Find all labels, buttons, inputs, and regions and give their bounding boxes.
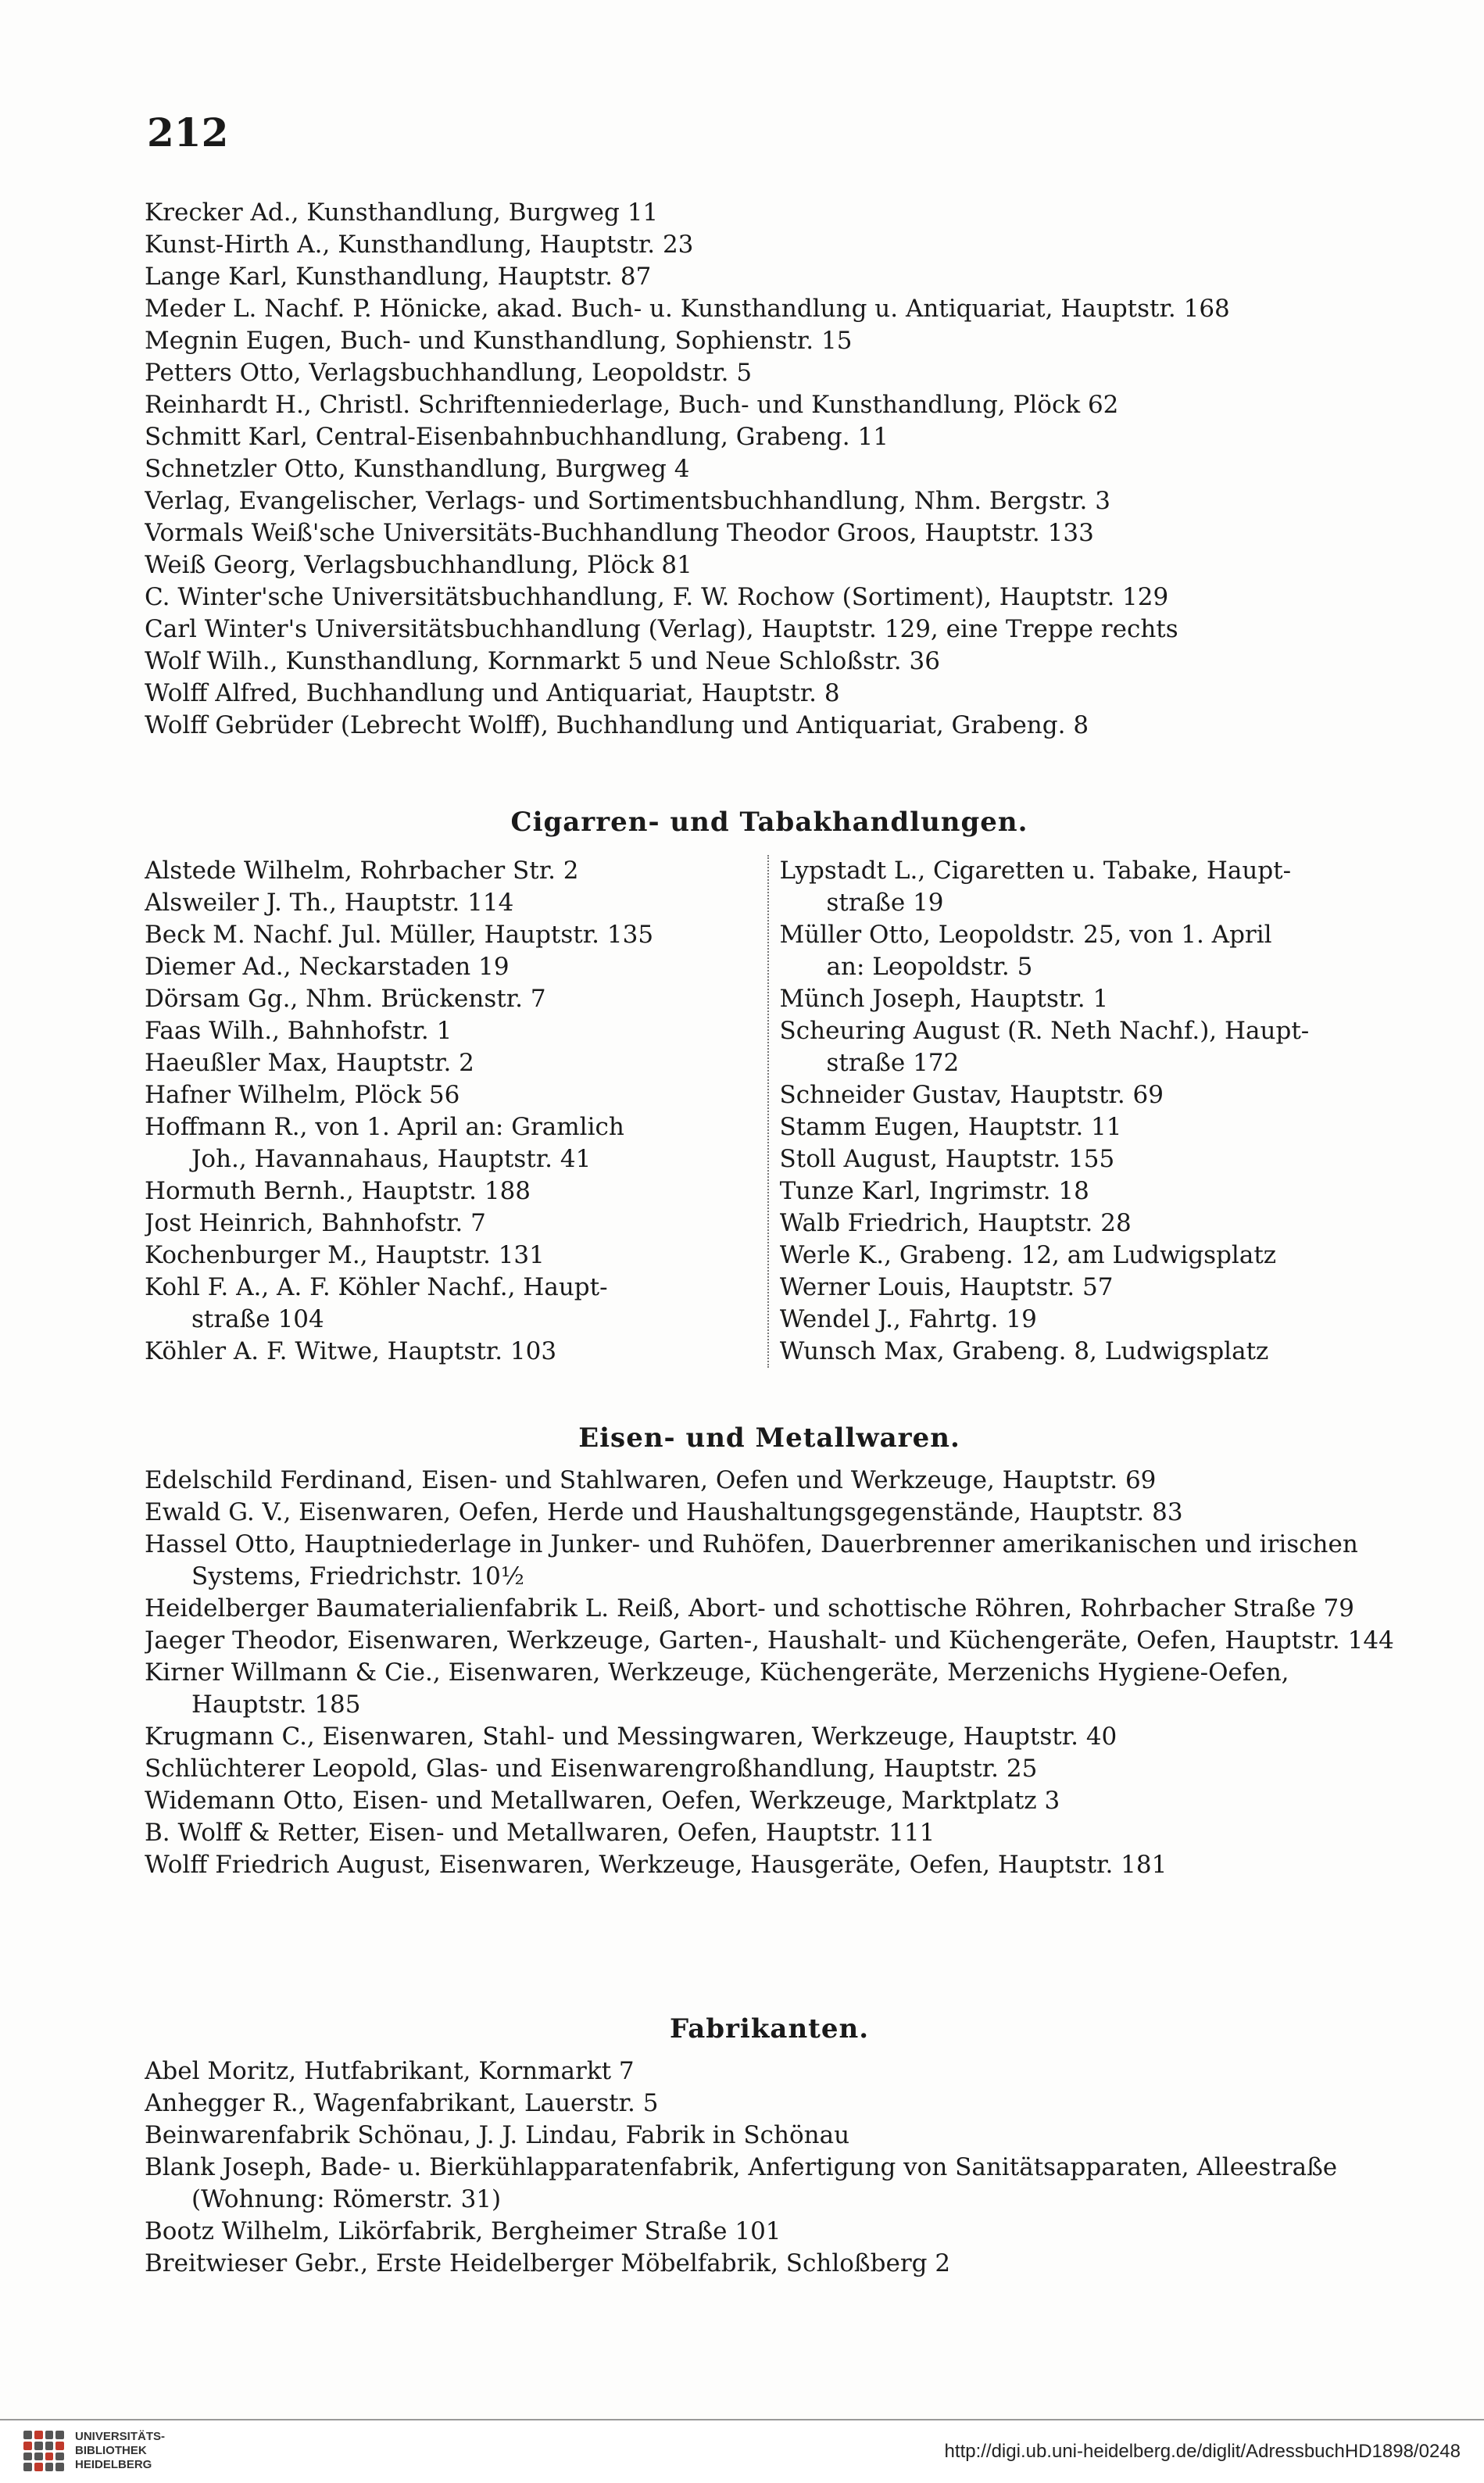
- list-item: Breitwieser Gebr., Erste Heidelberger Möbelfabrik, Schloßberg 2: [145, 2249, 951, 2277]
- list-item: Reinhardt H., Christl. Schriftenniederlage, Buch- und Kunsthandlung, Plöck 62: [145, 391, 1119, 419]
- list-item: Stamm Eugen, Hauptstr. 11: [779, 1113, 1122, 1141]
- list-item: Schmitt Karl, Central-Eisenbahnbuchhandlung, Grabeng. 11: [145, 423, 889, 451]
- list-item: Kohl F. A., A. F. Köhler Nachf., Haupt-: [145, 1273, 608, 1301]
- list-item: Anhegger R., Wagenfabrikant, Lauerstr. 5: [145, 2089, 659, 2117]
- list-item: an: Leopoldstr. 5: [826, 953, 1033, 981]
- list-item: Haeußler Max, Hauptstr. 2: [145, 1049, 474, 1077]
- footer-bar: [0, 2419, 1484, 2483]
- source-url-link[interactable]: http://digi.ub.uni-heidelberg.de/diglit/AdressbuchHD1898/0248: [944, 2441, 1461, 2462]
- list-item: Hassel Otto, Hauptniederlage in Junker- und Ruhöfen, Dauerbrenner amerikanischen und irischen Systems, Friedrichstr. 10½: [145, 1530, 1358, 1590]
- cigars-left-column: [145, 855, 769, 1368]
- cigars-right-column: [769, 855, 1395, 1368]
- list-item: Schneider Gustav, Hauptstr. 69: [779, 1081, 1164, 1109]
- iron-section: [145, 1421, 1394, 1881]
- list-item: Lange Karl, Kunsthandlung, Hauptstr. 87: [145, 263, 652, 291]
- list-item: Jost Heinrich, Bahnhofstr. 7: [145, 1209, 486, 1237]
- list-item: Kochenburger M., Hauptstr. 131: [145, 1241, 545, 1269]
- list-item: Carl Winter's Universitätsbuchhandlung (Verlag), Hauptstr. 129, eine Treppe rechts: [145, 615, 1178, 643]
- page-number: 212: [147, 109, 229, 156]
- list-item: Müller Otto, Leopoldstr. 25, von 1. April: [779, 921, 1272, 949]
- list-item: Tunze Karl, Ingrimstr. 18: [779, 1177, 1089, 1205]
- section-heading-cigars: Cigarren- und Tabakhandlungen.: [510, 807, 1028, 838]
- list-item: Heidelberger Baumaterialienfabrik L. Reiß, Abort- und schottische Röhren, Rohrbacher Straße 79: [145, 1594, 1354, 1623]
- section-heading-iron: Eisen- und Metallwaren.: [578, 1422, 960, 1454]
- list-item: Ewald G. V., Eisenwaren, Oefen, Herde und Haushaltungsgegenstände, Hauptstr. 83: [145, 1498, 1183, 1526]
- list-item: Abel Moritz, Hutfabrikant, Kornmarkt 7: [145, 2057, 635, 2085]
- list-item: Hormuth Bernh., Hauptstr. 188: [145, 1177, 531, 1205]
- list-item: Jaeger Theodor, Eisenwaren, Werkzeuge, Garten-, Haushalt- und Küchengeräte, Oefen, Hauptstr. 144: [145, 1626, 1394, 1655]
- list-item: Hafner Wilhelm, Plöck 56: [145, 1081, 460, 1109]
- list-item: Wolff Friedrich August, Eisenwaren, Werkzeuge, Hausgeräte, Oefen, Hauptstr. 181: [145, 1851, 1168, 1879]
- list-item: Krugmann C., Eisenwaren, Stahl- und Messingwaren, Werkzeuge, Hauptstr. 40: [145, 1723, 1117, 1751]
- list-item: Münch Joseph, Hauptstr. 1: [779, 985, 1109, 1013]
- list-item: Diemer Ad., Neckarstaden 19: [145, 953, 510, 981]
- list-item: Wendel J., Fahrtg. 19: [779, 1305, 1037, 1333]
- list-item: Werle K., Grabeng. 12, am Ludwigsplatz: [779, 1241, 1277, 1269]
- list-item: Lypstadt L., Cigaretten u. Tabake, Haupt-: [779, 857, 1292, 885]
- list-item: Verlag, Evangelischer, Verlags- und Sortimentsbuchhandlung, Nhm. Bergstr. 3: [145, 487, 1110, 515]
- library-logo: [23, 2430, 165, 2472]
- list-item: Krecker Ad., Kunsthandlung, Burgweg 11: [145, 199, 659, 227]
- list-item: Petters Otto, Verlagsbuchhandlung, Leopoldstr. 5: [145, 359, 753, 387]
- list-item: Scheuring August (R. Neth Nachf.), Haupt-: [779, 1017, 1310, 1045]
- list-item: straße 104: [191, 1305, 324, 1333]
- list-item: Wolff Gebrüder (Lebrecht Wolff), Buchhandlung und Antiquariat, Grabeng. 8: [145, 711, 1089, 739]
- block1-list: [145, 197, 1394, 742]
- list-item: Wolf Wilh., Kunsthandlung, Kornmarkt 5 und Neue Schloßstr. 36: [145, 647, 940, 675]
- cigars-section: [145, 805, 1394, 1368]
- list-item: Joh., Havannahaus, Hauptstr. 41: [191, 1145, 592, 1173]
- list-item: Hoffmann R., von 1. April an: Gramlich: [145, 1113, 624, 1141]
- list-item: Vormals Weiß'sche Universitäts-Buchhandlung Theodor Groos, Hauptstr. 133: [145, 519, 1094, 547]
- list-item: Alsweiler J. Th., Hauptstr. 114: [145, 889, 514, 917]
- list-item: Walb Friedrich, Hauptstr. 28: [779, 1209, 1132, 1237]
- list-item: Wunsch Max, Grabeng. 8, Ludwigsplatz: [779, 1337, 1269, 1365]
- cigars-columns: [145, 855, 1394, 1368]
- list-item: Stoll August, Hauptstr. 155: [779, 1145, 1115, 1173]
- list-item: Weiß Georg, Verlagsbuchhandlung, Plöck 81: [145, 551, 692, 579]
- list-item: Schnetzler Otto, Kunsthandlung, Burgweg 4: [145, 455, 690, 483]
- list-item: Beck M. Nachf. Jul. Müller, Hauptstr. 135: [145, 921, 654, 949]
- section-heading-factories: Fabrikanten.: [669, 2013, 870, 2045]
- list-item: C. Winter'sche Universitätsbuchhandlung, F. W. Rochow (Sortiment), Hauptstr. 129: [145, 583, 1169, 611]
- list-item: Beinwarenfabrik Schönau, J. J. Lindau, Fabrik in Schönau: [145, 2121, 850, 2149]
- list-item: Edelschild Ferdinand, Eisen- und Stahlwaren, Oefen und Werkzeuge, Hauptstr. 69: [145, 1466, 1157, 1494]
- list-item: Kunst-Hirth A., Kunsthandlung, Hauptstr. 23: [145, 231, 694, 259]
- library-logo-icon: [23, 2431, 64, 2471]
- list-item: B. Wolff & Retter, Eisen- und Metallwaren, Oefen, Hauptstr. 111: [145, 1819, 935, 1847]
- list-item: Kirner Willmann & Cie., Eisenwaren, Werkzeuge, Küchengeräte, Merzenichs Hygiene-Oefen, Hauptstr. 185: [145, 1658, 1289, 1719]
- list-item: Faas Wilh., Bahnhofstr. 1: [145, 1017, 452, 1045]
- factories-section: [145, 2012, 1394, 2280]
- list-item: Meder L. Nachf. P. Hönicke, akad. Buch- u. Kunsthandlung u. Antiquariat, Hauptstr. 168: [145, 295, 1230, 323]
- list-item: straße 19: [826, 889, 944, 917]
- list-item: Bootz Wilhelm, Likörfabrik, Bergheimer Straße 101: [145, 2217, 781, 2245]
- list-item: Widemann Otto, Eisen- und Metallwaren, Oefen, Werkzeuge, Marktplatz 3: [145, 1787, 1060, 1815]
- list-item: Dörsam Gg., Nhm. Brückenstr. 7: [145, 985, 546, 1013]
- list-item: Blank Joseph, Bade- u. Bierkühlapparatenfabrik, Anfertigung von Sanitätsapparaten, Alleestraße (Wohnung: Römerstr. 31): [145, 2153, 1338, 2213]
- list-item: straße 172: [826, 1049, 960, 1077]
- list-item: Köhler A. F. Witwe, Hauptstr. 103: [145, 1337, 557, 1365]
- list-item: Schlüchterer Leopold, Glas- und Eisenwarengroßhandlung, Hauptstr. 25: [145, 1755, 1038, 1783]
- list-item: Wolff Alfred, Buchhandlung und Antiquariat, Hauptstr. 8: [145, 679, 840, 707]
- list-item: Megnin Eugen, Buch- und Kunsthandlung, Sophienstr. 15: [145, 327, 853, 355]
- list-item: Werner Louis, Hauptstr. 57: [779, 1273, 1114, 1301]
- library-logo-text: UNIVERSITÄTS- BIBLIOTHEK HEIDELBERG: [75, 2430, 166, 2471]
- list-item: Alstede Wilhelm, Rohrbacher Str. 2: [145, 857, 579, 885]
